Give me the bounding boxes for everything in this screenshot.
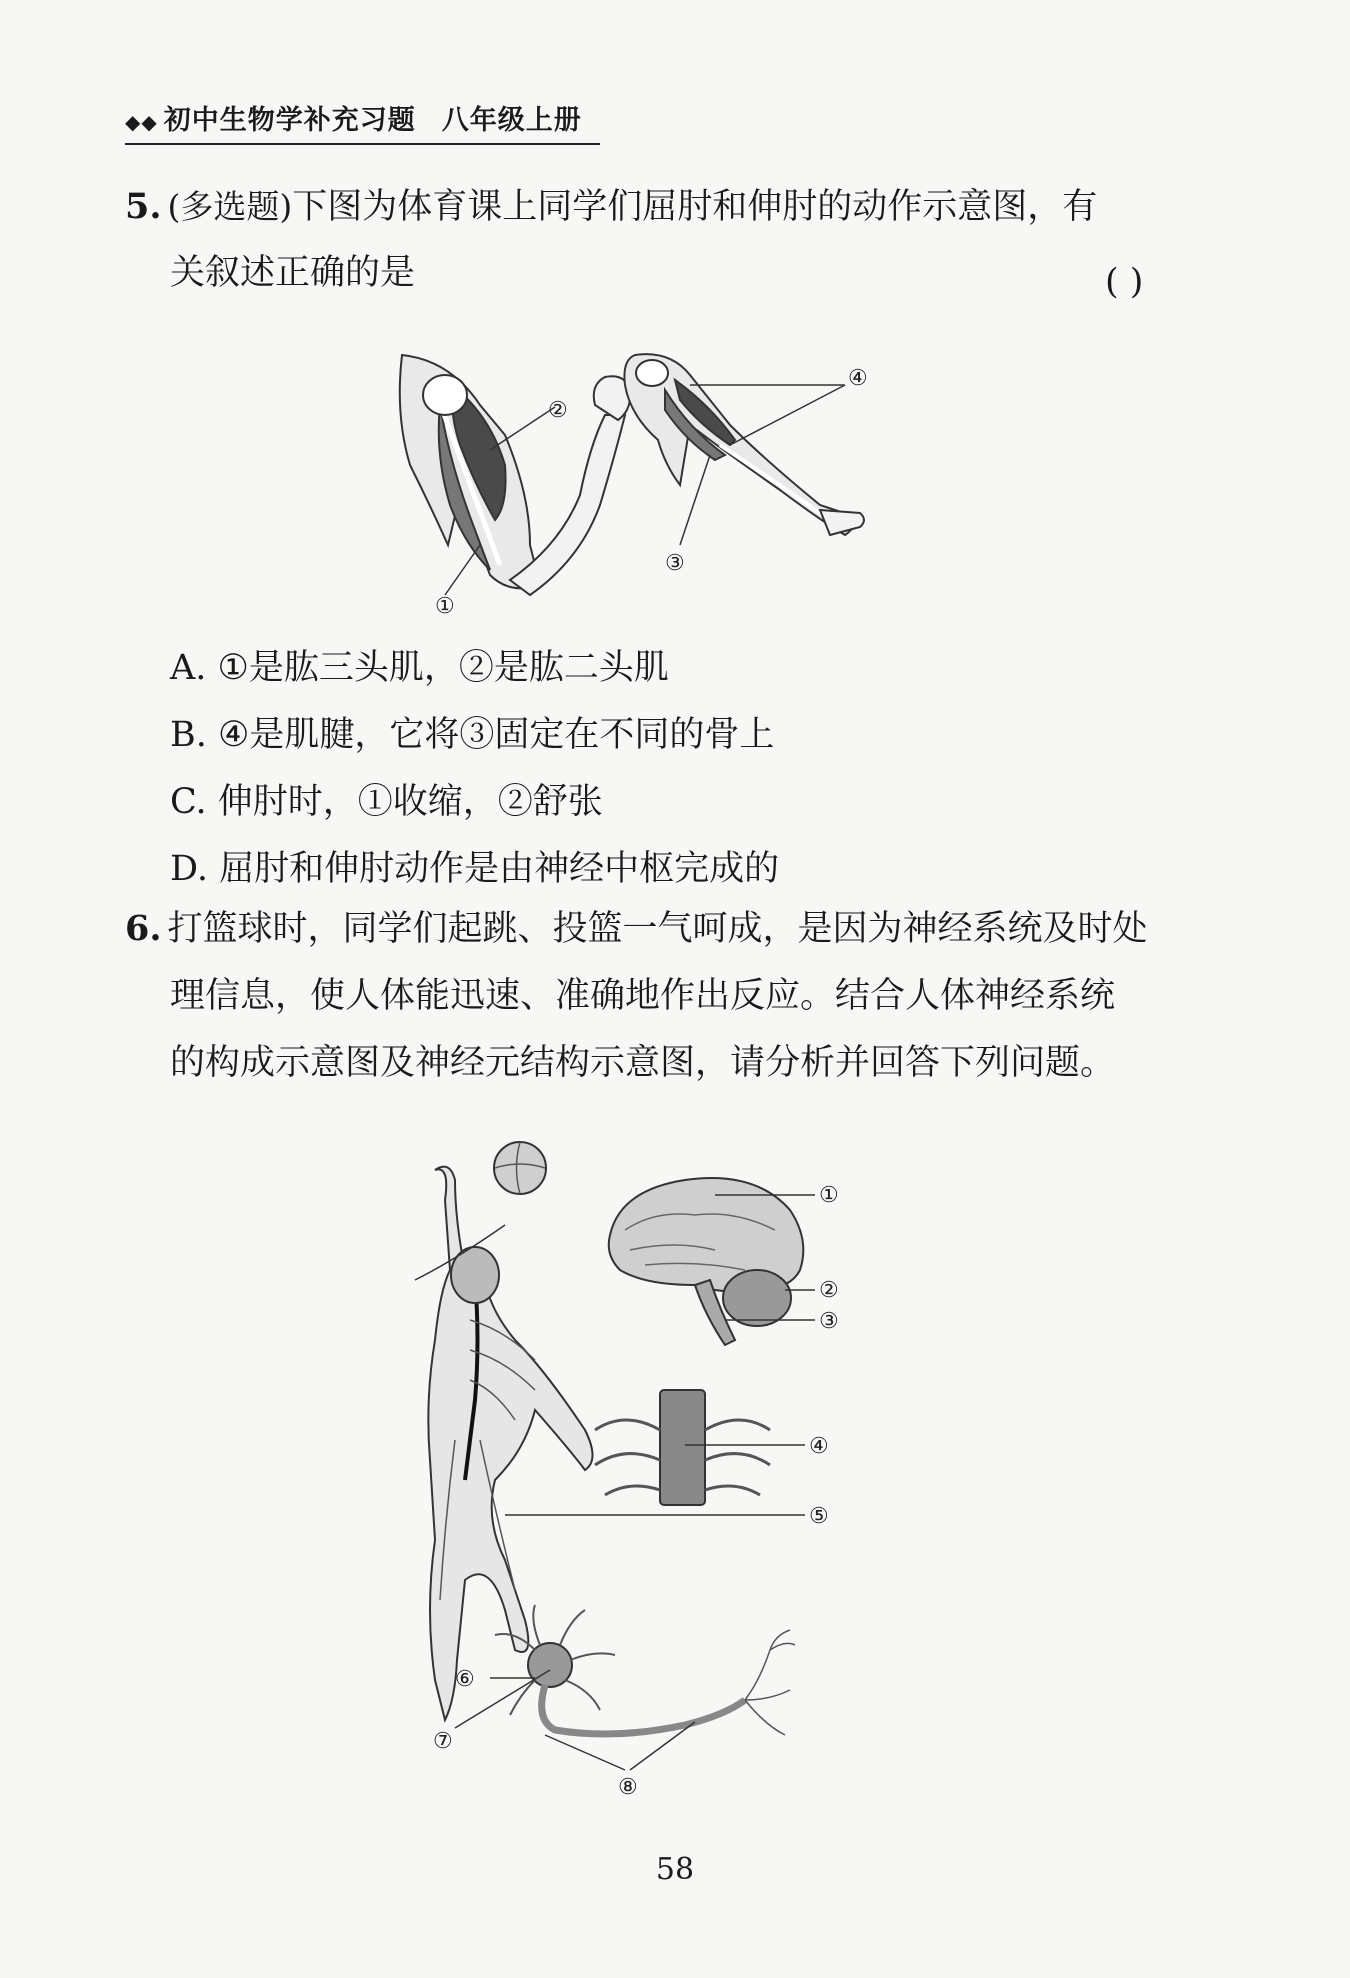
q6-line2: 理信息，使人体能迅速、准确地作出反应。结合人体神经系统	[170, 976, 1116, 1016]
extended-forearm-bones	[720, 445, 830, 520]
ns-label-4: ④	[809, 1434, 829, 1459]
extended-hand	[820, 510, 864, 535]
arm-label-3: ③	[665, 551, 685, 576]
ns-label-6: ⑥	[455, 1667, 475, 1692]
body-silhouette	[428, 1167, 592, 1720]
arm-figure	[390, 345, 960, 620]
q6-line3: 的构成示意图及神经元结构示意图，请分析并回答下列问题。	[170, 1043, 1116, 1083]
q5-text1: 下图为体育课上同学们屈肘和伸肘的动作示意图，有	[292, 187, 1098, 227]
q5-line2: 关叙述正确的是	[170, 253, 416, 293]
q6-number: 6.	[125, 908, 162, 949]
page-number: 58	[655, 1852, 695, 1887]
q5-line1	[125, 186, 1097, 228]
ns-label-1: ①	[819, 1183, 839, 1208]
q6-text1: 打篮球时，同学们起跳、投篮一气呵成，是因为神经系统及时处	[167, 909, 1148, 949]
q5-number: 5.	[125, 186, 162, 227]
page-header	[125, 98, 600, 145]
grade-label: 八年级上册	[441, 105, 582, 136]
basketball	[494, 1142, 546, 1194]
answer-paren: ( )	[1105, 262, 1144, 302]
arm-label-1: ①	[435, 594, 455, 619]
cerebellum	[723, 1270, 791, 1326]
axon-terminals	[745, 1630, 795, 1735]
q5-option-c: C. 伸肘时，①收缩，②舒张	[170, 782, 603, 822]
ns-label-8: ⑧	[618, 1775, 638, 1800]
q5-tag: (多选题)	[167, 187, 293, 226]
ns-label-5: ⑤	[809, 1504, 829, 1529]
nervous-system-figure	[395, 1140, 955, 1810]
q5-option-b: B. ④是肌腱，它将③固定在不同的骨上	[170, 715, 775, 755]
neuron-axon	[542, 1685, 745, 1734]
q5-option-a: A. ①是肱三头肌，②是肱二头肌	[170, 648, 669, 688]
q6-line1	[125, 908, 1148, 950]
ns-label-7: ⑦	[433, 1729, 453, 1754]
book-title: 初中生物学补充习题	[163, 105, 416, 136]
arm-label-4: ④	[848, 366, 868, 391]
diamond-icon: ◆◆	[125, 110, 158, 134]
spinal-cord-segment	[660, 1390, 705, 1505]
q5-option-d: D. 屈肘和伸肘动作是由神经中枢完成的	[170, 849, 780, 889]
arm-label-2: ②	[548, 398, 568, 423]
ns-label-2: ②	[819, 1278, 839, 1303]
ns-label-3: ③	[819, 1309, 839, 1334]
